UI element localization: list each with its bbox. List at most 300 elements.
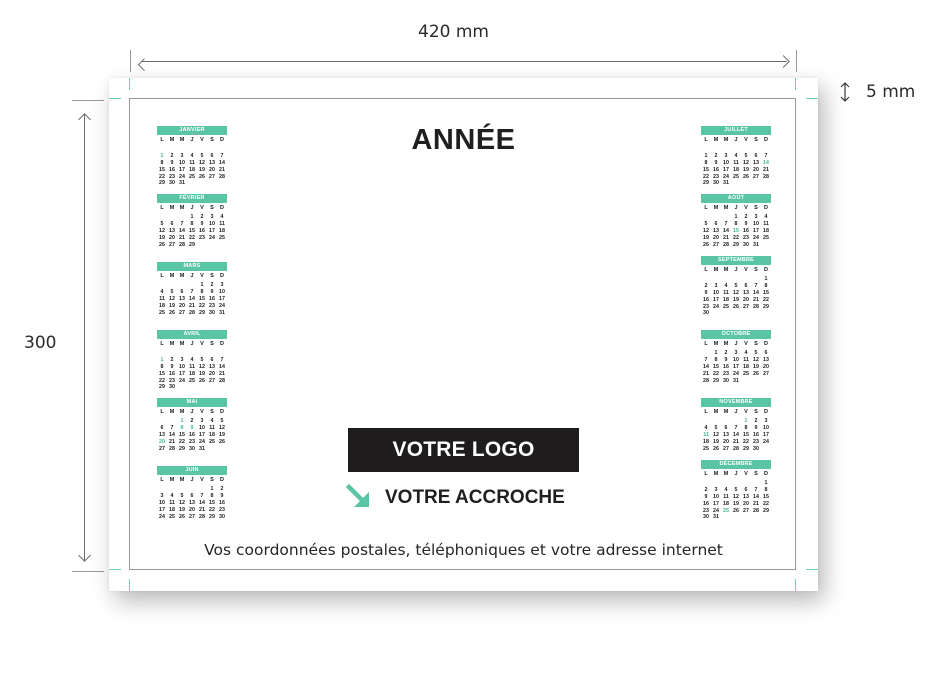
day-cell: 27 (753, 173, 759, 180)
month-name: FÉVRIER (157, 194, 227, 203)
weekday-label: M (713, 409, 719, 415)
day-cell: 1 (190, 214, 194, 220)
day-cell: 15 (713, 363, 719, 370)
day-cell: 1 (160, 152, 164, 159)
day-cell: 28 (219, 377, 225, 384)
day-cell: 23 (169, 377, 175, 384)
day-cell (177, 350, 187, 357)
month-calendar (701, 126, 771, 187)
weekday-label: S (210, 409, 214, 415)
day-cell: 18 (723, 296, 729, 303)
week-row (701, 283, 771, 290)
day-cell: 17 (209, 227, 215, 234)
weekday-label: S (754, 341, 758, 347)
crop-mark (806, 98, 818, 99)
day-cell: 18 (723, 500, 729, 507)
weekday-label: L (160, 137, 164, 143)
day-cell (741, 480, 751, 487)
weekday-label: D (764, 341, 768, 347)
week-row (701, 174, 771, 181)
day-cell (217, 146, 227, 153)
week-row (701, 487, 771, 494)
week-row (701, 276, 771, 283)
weekday-label: M (723, 471, 729, 477)
weekday-header-row (701, 340, 771, 348)
week-row (701, 494, 771, 501)
day-cell: 19 (743, 166, 749, 173)
day-cell: 29 (199, 309, 205, 316)
week-row (701, 514, 771, 521)
day-cell: 5 (180, 492, 184, 499)
day-cell: 16 (169, 370, 175, 377)
week-row (701, 228, 771, 235)
weekday-label: L (160, 273, 164, 279)
height-dimension-line (84, 114, 85, 560)
day-cell (761, 446, 771, 453)
day-cell: 9 (190, 424, 194, 431)
day-cell: 7 (220, 356, 224, 363)
weekday-header-row (157, 476, 227, 484)
weekday-label: D (764, 205, 768, 211)
day-cell: 23 (209, 302, 215, 309)
day-cell: 13 (753, 159, 759, 166)
day-cell: 14 (753, 289, 759, 296)
weekday-label: L (160, 341, 164, 347)
day-cell: 29 (189, 241, 195, 248)
day-cell: 13 (209, 159, 215, 166)
day-cell (731, 310, 741, 317)
day-cell: 8 (764, 486, 768, 493)
day-cell (731, 480, 741, 487)
weekday-label: M (179, 341, 185, 347)
day-cell (701, 146, 711, 153)
day-cell: 6 (190, 492, 194, 499)
day-cell: 13 (189, 499, 195, 506)
day-cell (197, 350, 207, 357)
day-cell (731, 146, 741, 153)
crop-mark (795, 78, 796, 90)
day-cell: 12 (169, 295, 175, 302)
day-cell (701, 350, 711, 357)
day-cell: 16 (703, 296, 709, 303)
day-cell (177, 486, 187, 493)
day-cell: 2 (724, 350, 728, 356)
day-cell: 25 (159, 309, 165, 316)
month-calendar (701, 256, 771, 317)
week-row (701, 290, 771, 297)
day-cell (701, 418, 711, 425)
crop-mark (806, 569, 818, 570)
day-cell: 29 (179, 445, 185, 452)
day-cell (167, 146, 177, 153)
month-calendar (157, 262, 227, 316)
day-cell: 23 (199, 234, 205, 241)
day-cell (177, 282, 187, 289)
week-row (157, 167, 227, 174)
width-extension-right (796, 50, 797, 72)
month-calendar (157, 466, 227, 520)
weekday-header-row (157, 272, 227, 280)
week-row (157, 221, 227, 228)
week-row (701, 350, 771, 357)
day-cell (721, 418, 731, 425)
day-cell: 25 (219, 234, 225, 241)
week-row (157, 296, 227, 303)
day-cell: 2 (220, 486, 224, 492)
day-cell: 12 (733, 493, 739, 500)
day-cell (761, 146, 771, 153)
weekday-label: V (744, 267, 748, 273)
day-cell: 25 (189, 173, 195, 180)
day-cell: 15 (763, 289, 769, 296)
day-cell: 14 (199, 499, 205, 506)
day-cell (721, 480, 731, 487)
day-cell: 30 (189, 445, 195, 452)
day-cell: 10 (713, 289, 719, 296)
day-cell: 26 (169, 309, 175, 316)
day-cell: 26 (743, 173, 749, 180)
day-cell (177, 146, 187, 153)
weekday-label: J (734, 409, 738, 415)
month-name: MAI (157, 398, 227, 407)
day-cell: 4 (734, 152, 738, 159)
day-cell (207, 384, 217, 391)
week-row (157, 228, 227, 235)
crop-mark (109, 569, 121, 570)
week-row (157, 303, 227, 310)
day-cell: 10 (723, 159, 729, 166)
day-cell: 9 (210, 288, 214, 295)
height-dimension-label: 300 (24, 333, 57, 353)
day-cell: 12 (713, 431, 719, 438)
day-cell: 18 (169, 506, 175, 513)
month-name: MARS (157, 262, 227, 271)
month-name: OCTOBRE (701, 330, 771, 339)
day-cell: 20 (209, 166, 215, 173)
week-row (157, 486, 227, 493)
day-cell: 10 (209, 220, 215, 227)
day-cell: 6 (754, 152, 758, 159)
weekday-label: S (210, 341, 214, 347)
arrow-down-icon (78, 549, 91, 562)
day-cell: 25 (703, 445, 709, 452)
day-cell: 16 (753, 431, 759, 438)
day-cell (157, 350, 167, 357)
day-cell: 28 (733, 445, 739, 452)
weekday-label: D (220, 409, 224, 415)
day-cell: 27 (169, 241, 175, 248)
day-cell: 23 (713, 173, 719, 180)
day-cell: 28 (763, 173, 769, 180)
day-cell: 17 (159, 506, 165, 513)
day-cell: 11 (723, 289, 729, 296)
logo-placeholder: VOTRE LOGO (348, 428, 579, 472)
weekday-label: V (744, 409, 748, 415)
day-cell: 29 (159, 384, 165, 391)
day-cell (167, 214, 177, 221)
day-cell: 12 (199, 363, 205, 370)
day-cell: 9 (704, 493, 708, 500)
weekday-label: V (744, 341, 748, 347)
day-cell: 23 (703, 303, 709, 310)
day-cell (731, 514, 741, 521)
day-cell: 17 (199, 431, 205, 438)
day-cell: 6 (744, 282, 748, 289)
day-cell (157, 486, 167, 493)
day-cell: 22 (703, 173, 709, 180)
week-row (157, 371, 227, 378)
day-cell (751, 480, 761, 487)
day-cell: 22 (733, 234, 739, 241)
day-cell: 21 (703, 370, 709, 377)
weekday-label: M (723, 205, 729, 211)
day-cell: 1 (734, 214, 738, 220)
weekday-label: M (179, 409, 185, 415)
weekday-label: M (713, 267, 719, 273)
day-cell: 19 (703, 234, 709, 241)
day-cell: 17 (723, 166, 729, 173)
day-cell: 15 (179, 431, 185, 438)
week-row (701, 357, 771, 364)
weekday-header-row (157, 136, 227, 144)
height-extension-bottom (72, 571, 104, 572)
day-cell: 17 (753, 227, 759, 234)
week-row (701, 304, 771, 311)
day-cell: 19 (733, 500, 739, 507)
day-cell: 26 (733, 303, 739, 310)
day-cell: 27 (209, 173, 215, 180)
day-cell: 4 (190, 356, 194, 363)
weekday-label: L (160, 477, 164, 483)
day-cell: 19 (713, 438, 719, 445)
day-cell: 14 (703, 363, 709, 370)
month-name: JANVIER (157, 126, 227, 135)
day-cell: 28 (169, 445, 175, 452)
day-cell: 16 (713, 166, 719, 173)
day-cell: 29 (159, 180, 165, 187)
contact-line: Vos coordonnées postales, téléphoniques et votre adresse internet (204, 541, 723, 559)
day-cell: 28 (723, 241, 729, 248)
day-cell: 11 (723, 493, 729, 500)
day-cell: 10 (713, 493, 719, 500)
day-cell: 4 (210, 418, 214, 424)
day-cell (751, 514, 761, 521)
weekday-label: M (169, 137, 175, 143)
month-name: SEPTEMBRE (701, 256, 771, 265)
weekday-label: V (744, 137, 748, 143)
day-cell: 24 (753, 234, 759, 241)
day-cell: 10 (159, 499, 165, 506)
day-cell: 15 (763, 493, 769, 500)
day-cell: 17 (713, 296, 719, 303)
day-cell: 3 (764, 418, 768, 424)
weekday-label: J (190, 477, 194, 483)
day-cell: 7 (754, 282, 758, 289)
day-cell: 23 (189, 438, 195, 445)
day-cell: 27 (713, 241, 719, 248)
day-cell: 12 (743, 159, 749, 166)
weekday-label: J (190, 205, 194, 211)
day-cell: 14 (219, 159, 225, 166)
day-cell: 27 (723, 445, 729, 452)
week-row (157, 432, 227, 439)
week-row (701, 378, 771, 385)
day-cell (761, 180, 771, 187)
weekday-header-row (157, 408, 227, 416)
day-cell: 1 (180, 418, 184, 424)
day-cell: 30 (219, 513, 225, 520)
day-cell: 21 (723, 234, 729, 241)
day-cell (217, 384, 227, 391)
weekday-label: M (713, 137, 719, 143)
day-cell: 2 (170, 356, 174, 363)
day-cell: 26 (713, 445, 719, 452)
day-cell: 20 (743, 296, 749, 303)
day-cell: 27 (743, 303, 749, 310)
day-cell: 7 (170, 424, 174, 431)
day-cell: 5 (734, 486, 738, 493)
day-cell: 21 (199, 506, 205, 513)
day-cell (721, 214, 731, 221)
day-cell: 22 (159, 173, 165, 180)
day-cell: 18 (733, 166, 739, 173)
day-cell (197, 384, 207, 391)
weekday-label: S (210, 137, 214, 143)
day-cell: 10 (199, 424, 205, 431)
day-cell: 3 (180, 356, 184, 363)
day-cell: 12 (219, 424, 225, 431)
day-cell: 15 (209, 499, 215, 506)
day-cell: 14 (763, 159, 769, 166)
day-cell: 24 (219, 302, 225, 309)
day-cell (167, 486, 177, 493)
week-row (157, 493, 227, 500)
day-cell: 28 (753, 507, 759, 514)
day-cell: 5 (160, 220, 164, 227)
day-cell: 22 (199, 302, 205, 309)
day-cell: 19 (753, 363, 759, 370)
weekday-label: L (160, 205, 164, 211)
month-calendar (701, 194, 771, 248)
day-cell (207, 242, 217, 249)
day-cell: 22 (763, 296, 769, 303)
day-cell: 26 (753, 370, 759, 377)
day-cell: 26 (179, 513, 185, 520)
day-cell: 12 (703, 227, 709, 234)
day-cell: 24 (159, 513, 165, 520)
day-cell (751, 310, 761, 317)
day-cell: 7 (754, 486, 758, 493)
width-extension-left (130, 50, 131, 72)
day-cell (197, 242, 207, 249)
day-cell: 13 (723, 431, 729, 438)
weekday-label: M (723, 137, 729, 143)
day-cell: 19 (199, 166, 205, 173)
day-cell: 5 (744, 152, 748, 159)
day-cell (157, 418, 167, 425)
day-cell (197, 486, 207, 493)
day-cell (217, 350, 227, 357)
day-cell: 3 (200, 418, 204, 424)
day-cell: 6 (744, 486, 748, 493)
weekday-label: V (200, 409, 204, 415)
day-cell: 8 (160, 159, 164, 166)
day-cell: 26 (159, 241, 165, 248)
week-row (157, 418, 227, 425)
day-cell: 14 (753, 493, 759, 500)
day-cell: 29 (713, 377, 719, 384)
week-row (157, 174, 227, 181)
weekday-label: J (734, 137, 738, 143)
day-cell: 1 (200, 282, 204, 288)
day-cell: 30 (723, 377, 729, 384)
day-cell: 6 (714, 220, 718, 227)
weekday-label: D (220, 137, 224, 143)
day-cell: 3 (714, 282, 718, 289)
day-cell: 28 (703, 377, 709, 384)
day-cell: 6 (764, 350, 768, 356)
day-cell: 28 (753, 303, 759, 310)
day-cell: 31 (179, 180, 185, 187)
week-row (157, 446, 227, 453)
day-cell: 13 (713, 227, 719, 234)
week-row (157, 500, 227, 507)
day-cell: 2 (190, 418, 194, 424)
day-cell: 31 (753, 241, 759, 248)
day-cell: 7 (734, 424, 738, 431)
day-cell: 29 (743, 445, 749, 452)
weekday-label: M (713, 471, 719, 477)
day-cell: 2 (754, 418, 758, 424)
day-cell (157, 282, 167, 289)
weekday-label: J (734, 267, 738, 273)
weekday-label: M (723, 409, 729, 415)
day-cell: 11 (219, 220, 225, 227)
day-cell: 9 (170, 363, 174, 370)
day-cell: 16 (169, 166, 175, 173)
day-cell: 21 (179, 234, 185, 241)
week-row (701, 146, 771, 153)
day-cell: 7 (220, 152, 224, 159)
day-cell: 10 (179, 363, 185, 370)
weekday-label: L (704, 341, 708, 347)
bleed-dimension-label: 5 mm (866, 82, 916, 102)
week-row (701, 235, 771, 242)
day-cell: 16 (743, 227, 749, 234)
day-cell: 14 (169, 431, 175, 438)
arrow-up-icon (78, 113, 91, 126)
day-cell: 25 (763, 234, 769, 241)
month-calendar (701, 398, 771, 452)
weekday-header-row (701, 204, 771, 212)
day-cell: 10 (733, 356, 739, 363)
day-cell: 29 (763, 507, 769, 514)
weekday-label: M (713, 341, 719, 347)
week-row (157, 153, 227, 160)
day-cell: 27 (763, 370, 769, 377)
weekday-label: V (744, 471, 748, 477)
day-cell: 19 (169, 302, 175, 309)
day-cell: 22 (713, 370, 719, 377)
month-name: AOÛT (701, 194, 771, 203)
day-cell: 28 (189, 309, 195, 316)
day-cell: 2 (210, 282, 214, 288)
day-cell: 28 (179, 241, 185, 248)
day-cell (187, 180, 197, 187)
day-cell (217, 446, 227, 453)
week-row (701, 501, 771, 508)
day-cell: 4 (724, 486, 728, 493)
